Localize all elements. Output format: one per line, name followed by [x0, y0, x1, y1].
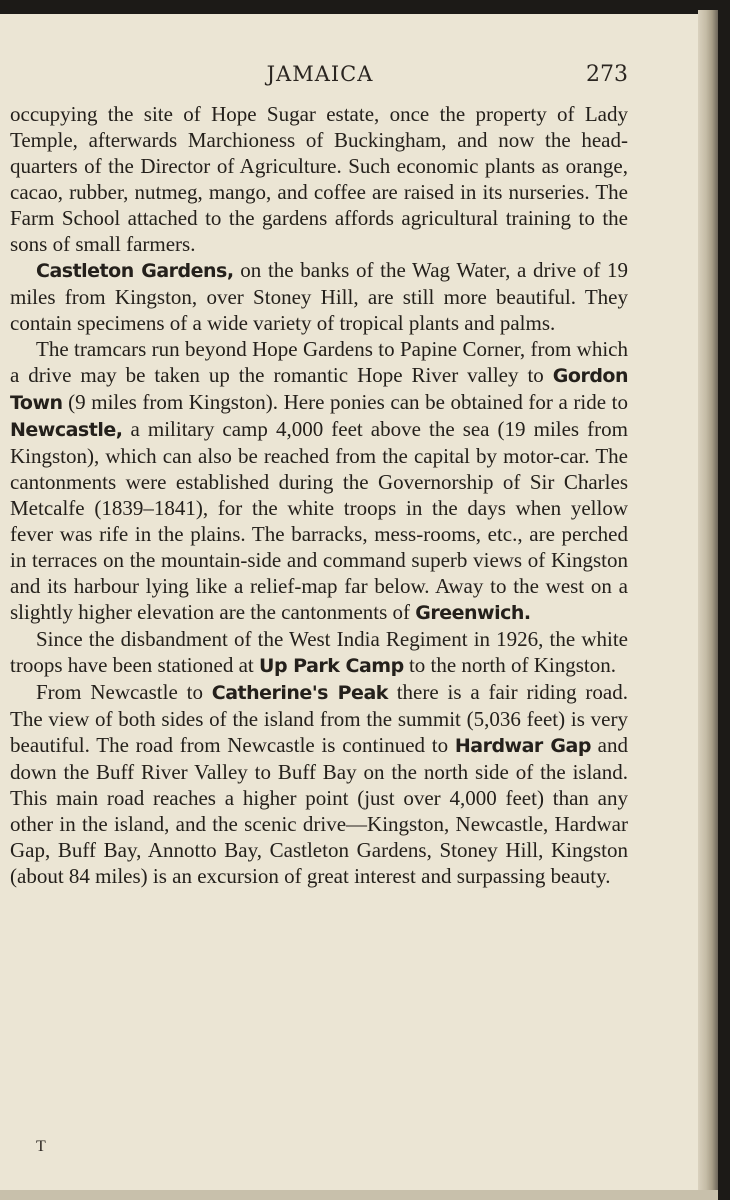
- paragraph: [10, 101, 628, 257]
- running-head: JAMAICA: [266, 62, 374, 86]
- place-name-bold: Hardwar Gap: [454, 735, 591, 757]
- text-run: Since the disbandment of the West India Regiment in 1926, the white troops have been stationed at: [10, 627, 628, 677]
- paragraph: [10, 336, 628, 626]
- paragraph: [10, 679, 628, 889]
- text-run: (9 miles from Kingston). Here ponies can be obtained for a ride to: [62, 390, 628, 414]
- signature-mark: T: [36, 1138, 46, 1155]
- place-name-bold: Up Park Camp: [259, 655, 404, 677]
- text-run: a military camp 4,000 feet above the sea (19 miles from Kingston), which can also be reached from the capital by motor-car. The cantonments were established during the Governorship of Sir Charles Metcalfe (1839–1841), for the white troops in the days when yellow fever was rife in the plains. The barracks, mess-rooms, etc., are perched in terraces on the mountain-side and command superb views of Kingston and its harbour lying like a relief-map far below. Away to the west on a slightly higher elevation are the cantonments of: [10, 417, 628, 624]
- page-header: [12, 62, 628, 92]
- text-run: to the north of Kingston.: [403, 653, 617, 677]
- text-run: and down the Buff River Valley to Buff Bay on the north side of the island. This main road reaches a higher point (just over 4,000 feet) than any other in the island, and the scenic drive—Kingston, Newcastle, Hardwar Gap, Buff Bay, Annotto Bay, Castleton Gardens, Stoney Hill, Kingston (about 84 miles) is an excursion of great interest and surpassing beauty.: [10, 733, 629, 888]
- text-run: The tramcars run beyond Hope Gardens to Papine Corner, from which a drive may be taken up the romantic Hope River valley to: [10, 337, 628, 387]
- text-run: there is a fair riding road. The view of both sides of the island from the summit (5,036 feet) is very beautiful. The road from Newcastle is continued to: [10, 680, 628, 757]
- place-name-bold: Gordon Town: [10, 365, 628, 414]
- place-name-bold: Catherine's Peak: [211, 682, 388, 704]
- text-run: on the banks of the Wag Water, a drive of 19 miles from Kingston, over Stoney Hill, are still more beautiful. They contain specimens of a wide variety of tropical plants and palms.: [10, 258, 628, 335]
- text-run: From Newcastle to: [36, 680, 212, 704]
- body-text: [10, 101, 628, 889]
- paragraph: [10, 257, 628, 336]
- page-edge: [698, 10, 718, 1200]
- place-name-bold: Newcastle,: [10, 419, 123, 441]
- place-name-bold: Greenwich.: [415, 602, 531, 624]
- text-run: occupying the site of Hope Sugar estate, once the property of Lady Temple, afterwards Marchioness of Buckingham, and now the head-quarters of the Director of Agriculture. Such economic plants as orange, cacao, rubber, nutmeg, mango, and coffee are raised in its nurseries. The Farm School attached to the gardens affords agricultural training to the sons of small farmers.: [10, 102, 628, 256]
- page-bottom-edge: [0, 1190, 718, 1200]
- page-number: 273: [586, 62, 628, 87]
- paragraph: [10, 626, 628, 679]
- place-name-bold: Castleton Gardens,: [36, 260, 234, 282]
